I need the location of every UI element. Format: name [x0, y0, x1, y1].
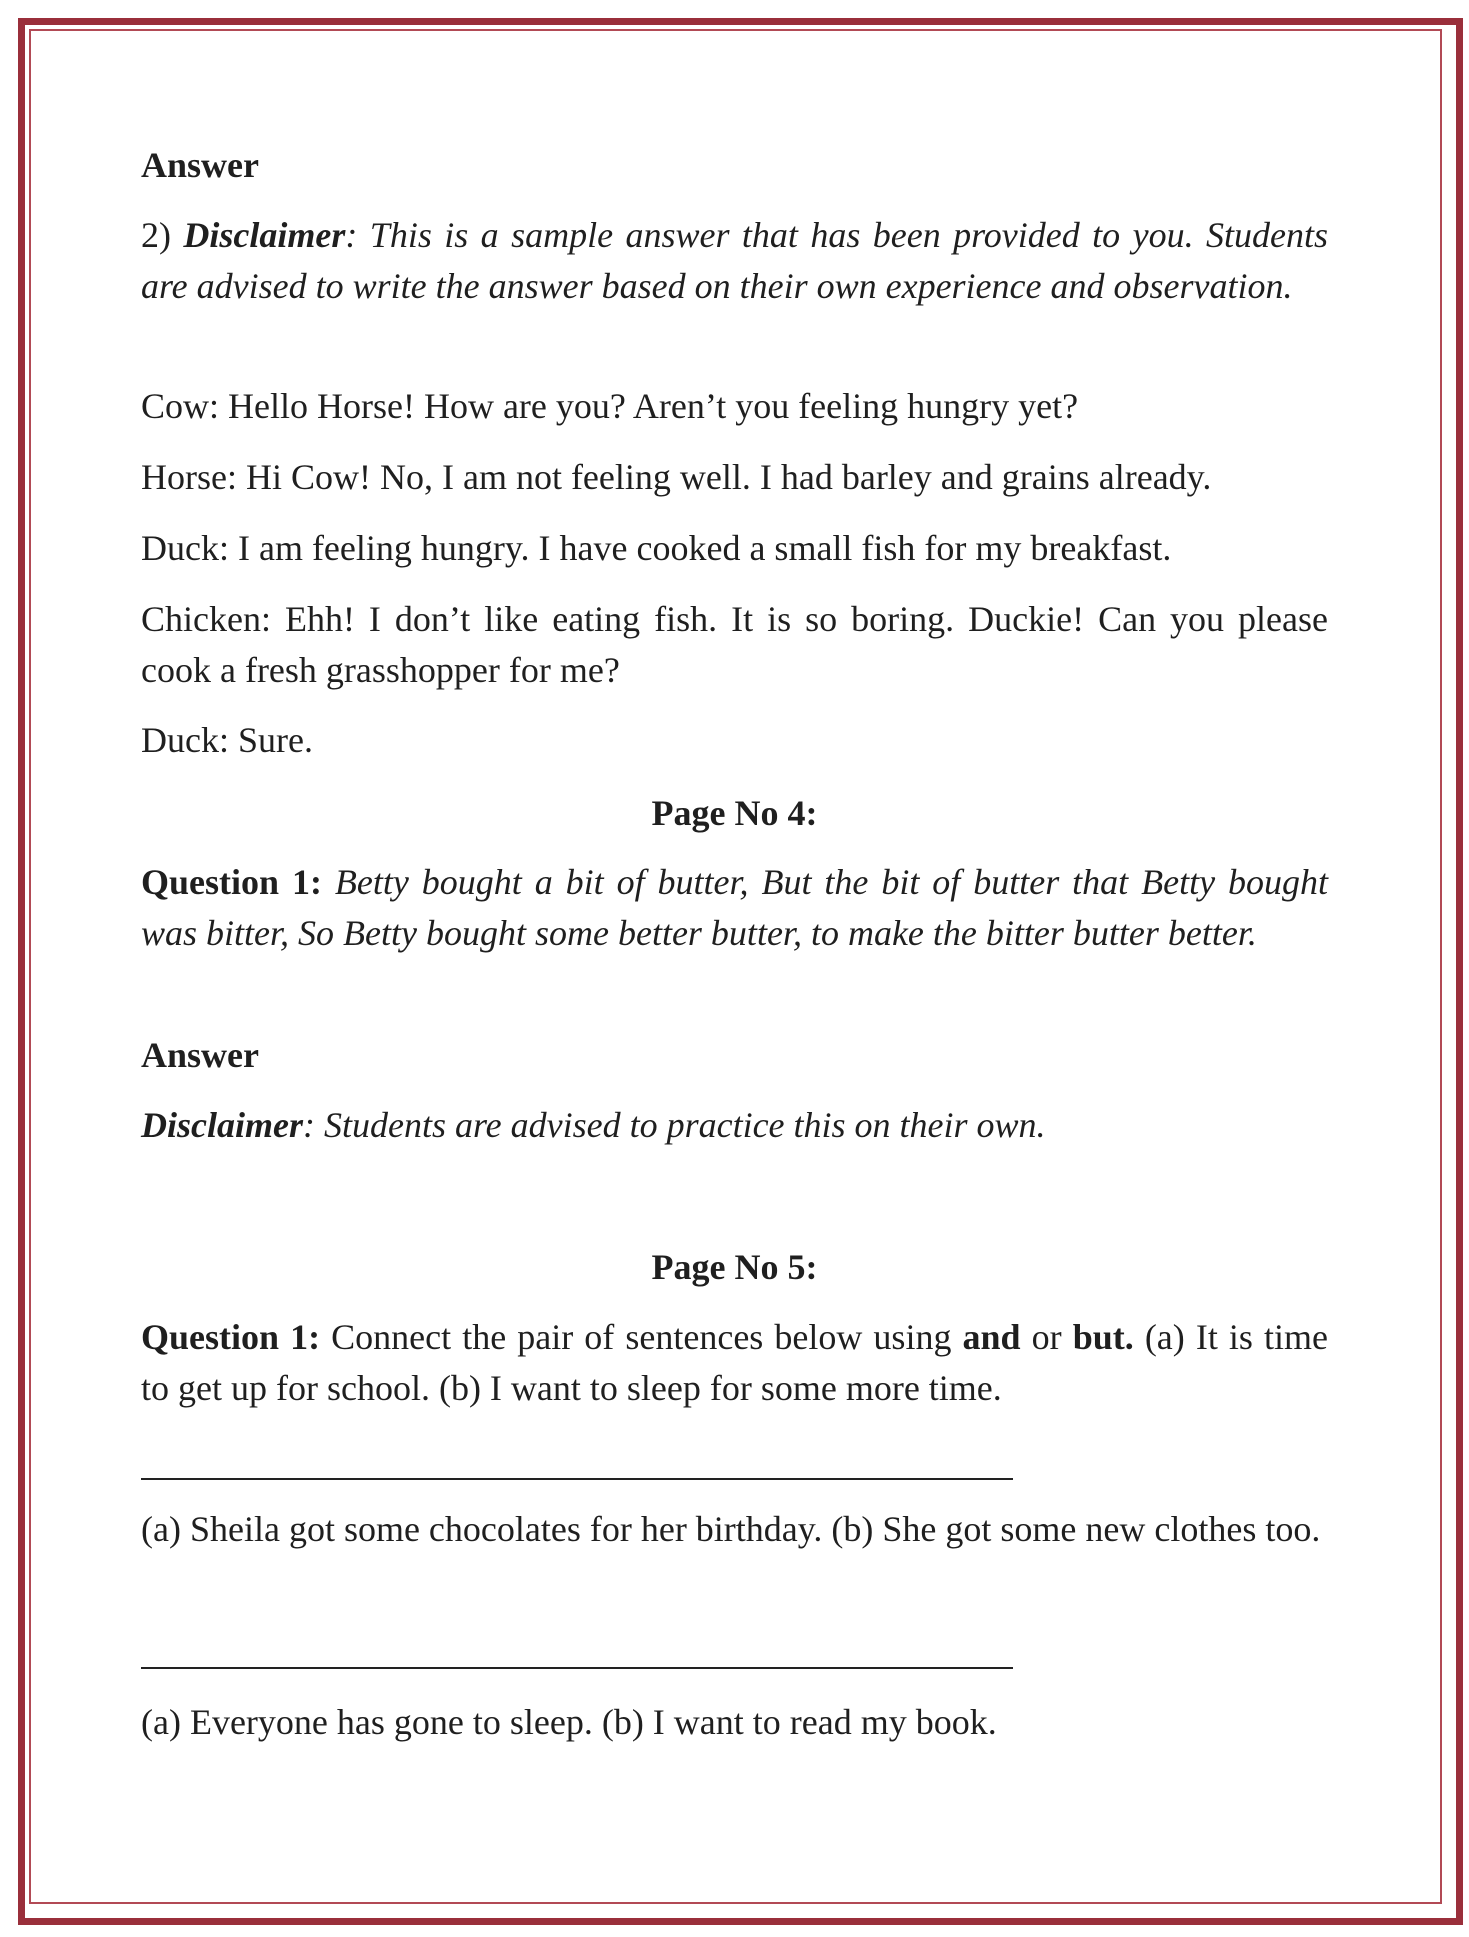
- word-or: or: [1020, 1317, 1073, 1357]
- page-5-question: [141, 1312, 1328, 1414]
- question-text: Betty bought a bit of butter, But the bit of butter that Betty bought was bitter, So Betty bought some better butter, to make the bitter butter better.: [141, 862, 1328, 953]
- sentence-pair: (a) Sheila got some chocolates for her birthday. (b) She got some new clothes too.: [141, 1509, 1321, 1549]
- disclaimer-label: Disclaimer: [183, 215, 346, 255]
- dialogue-line: Chicken: Ehh! I don’t like eating fish. It is so boring. Duckie! Can you please cook a fresh grasshopper for me?: [141, 599, 1328, 690]
- page-4-question: [141, 857, 1328, 959]
- disclaimer-text: : Students are advised to practice this on their own.: [302, 1105, 1046, 1145]
- disclaimer-label: Disclaimer: [141, 1105, 303, 1145]
- sentence-pair: (a) Everyone has gone to sleep. (b) I want to read my book.: [141, 1702, 997, 1742]
- page-4-heading: Page No 4:: [651, 793, 818, 833]
- keyword-but: but.: [1072, 1317, 1134, 1357]
- answer-line: [141, 1478, 1013, 1480]
- answer-line: [141, 1667, 1013, 1669]
- keyword-and: and: [962, 1317, 1021, 1357]
- question-text: (a) It is time to get up for school. (b) I want to sleep for some more time.: [141, 1317, 1328, 1408]
- disclaimer-paragraph: [141, 210, 1328, 312]
- disclaimer-text: : This is a sample answer that has been provided to you. Students are advised to write the answer based on their own experience and observation.: [141, 215, 1328, 306]
- question-label: Question 1:: [141, 862, 322, 902]
- page-5-heading: Page No 5:: [651, 1247, 818, 1287]
- dialogue-line: Duck: I am feeling hungry. I have cooked a small fish for my breakfast.: [141, 528, 1172, 568]
- dialogue-line: Horse: Hi Cow! No, I am not feeling well. I had barley and grains already.: [141, 457, 1212, 497]
- answer-heading: Answer: [141, 145, 259, 185]
- disclaimer-prefix: 2): [141, 215, 184, 255]
- answer-heading: Answer: [141, 1035, 259, 1075]
- dialogue-line: Cow: Hello Horse! How are you? Aren’t you feeling hungry yet?: [141, 386, 1079, 426]
- question-label: Question 1:: [141, 1317, 321, 1357]
- dialogue-line: Duck: Sure.: [141, 720, 313, 760]
- question-text: Connect the pair of sentences below using: [320, 1317, 963, 1357]
- page-4-disclaimer: [141, 1100, 1328, 1151]
